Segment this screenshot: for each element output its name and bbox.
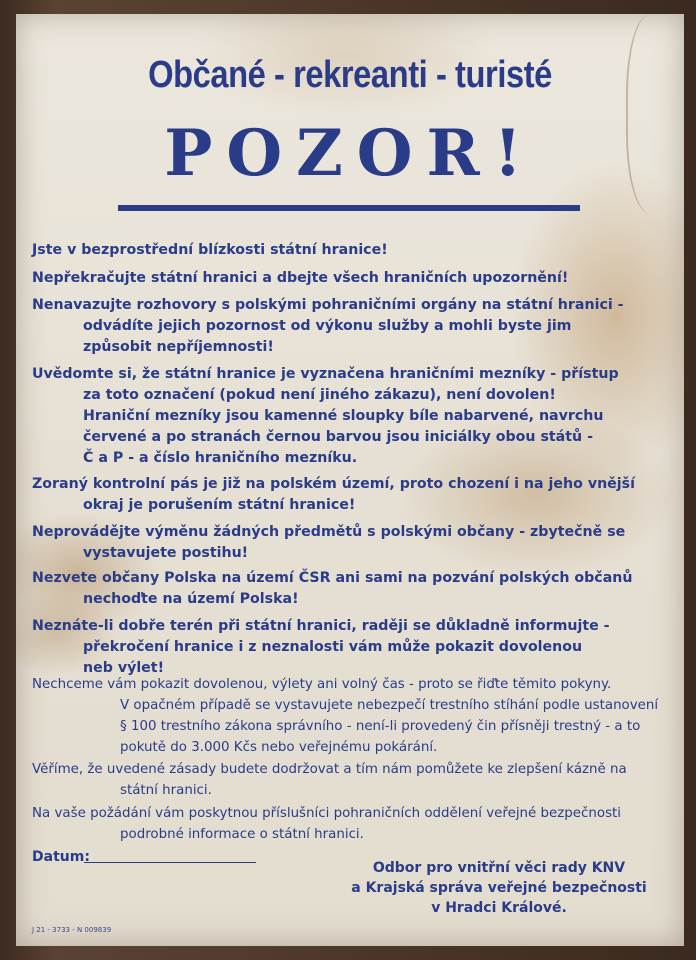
title-pozor: POZOR! xyxy=(164,116,536,191)
signature-line: Odbor pro vnitřní věci rady KNV xyxy=(372,860,626,876)
paragraph-line: Nenavazujte rozhovory s polskými pohraničními orgány na státní hranici - xyxy=(32,297,624,313)
signature-line: a Krajská správa veřejné bezpečnosti xyxy=(351,880,647,896)
paragraph-line: vystavujete postihu! xyxy=(83,545,249,561)
note-line: pokutě do 3.000 Kčs nebo veřejnému pokárání. xyxy=(120,740,438,755)
paragraph-line: Nepřekračujte státní hranici a dbejte všech hraničních upozornění! xyxy=(32,270,569,286)
note-line: Věříme, že uvedené zásady budete dodržovat a tím nám pomůžete ke zlepšení kázně na xyxy=(32,762,627,777)
paragraph-4 xyxy=(32,364,668,469)
poster-sheet xyxy=(16,14,684,946)
paragraph-line: Nezvete občany Polska na území ČSR ani sami na pozvání polských občanů xyxy=(32,570,633,586)
paragraph-line: Č a P - a číslo hraničního mezníku. xyxy=(83,450,358,466)
note-line: § 100 trestního zákona správního - není-li provedený čin přísněji trestný - a to xyxy=(120,719,641,734)
paragraph-line: červené a po stranách černou barvou jsou iniciálky obou států - xyxy=(83,429,593,445)
title-underline xyxy=(118,205,580,211)
paragraph-line: za toto označení (pokud není jiného zákazu), není dovolen! xyxy=(83,387,556,403)
paragraph-line: Neznáte-li dobře terén při státní hranici, raději se důkladně informujte - xyxy=(32,618,610,634)
signature-line: v Hradci Králové. xyxy=(431,900,567,916)
note-line: V opačném případě se vystavujete nebezpečí trestního stíhání podle ustanovení xyxy=(120,698,659,713)
paragraph-7 xyxy=(32,568,668,610)
note-line: Nechceme vám pokazit dovolenou, výlety ani volný čas - proto se řiďte těmito pokyny. xyxy=(32,677,612,692)
paragraph-line: nechoďte na území Polska! xyxy=(83,591,299,607)
datum-label: Datum: xyxy=(32,849,90,865)
paragraph-3 xyxy=(32,295,668,358)
paragraph-line: Jste v bezprostřední blízkosti státní hranice! xyxy=(32,242,388,258)
paragraph-line: způsobit nepříjemnosti! xyxy=(83,339,274,355)
paragraph-2 xyxy=(32,268,668,289)
paragraph-line: neb výlet! xyxy=(83,660,165,676)
paragraph-line: okraj je porušením státní hranice! xyxy=(83,497,356,513)
paragraph-5 xyxy=(32,474,668,516)
paragraph-8 xyxy=(32,616,668,679)
datum-blank-line xyxy=(84,862,256,863)
headline: Občané - rekreanti - turisté xyxy=(148,54,552,96)
paragraph-line: překročení hranice i z neznalosti vám může pokazit dovolenou xyxy=(83,639,583,655)
issuer-signature xyxy=(344,858,654,918)
print-code: J 21 - 3733 - N 009839 xyxy=(32,926,112,934)
note-3 xyxy=(32,803,668,845)
paragraph-line: odvádíte jejich pozornost od výkonu služby a mohli byste jim xyxy=(83,318,572,334)
paragraph-line: Uvědomte si, že státní hranice je vyznačena hraničními mezníky - přístup xyxy=(32,366,619,382)
note-line: Na vaše požádání vám poskytnou příslušníci pohraničních oddělení veřejné bezpečnosti xyxy=(32,806,622,821)
note-1 xyxy=(32,674,668,758)
paragraph-6 xyxy=(32,522,668,564)
note-line: státní hranici. xyxy=(120,783,212,798)
paragraph-line: Zoraný kontrolní pás je již na polském území, proto chození i na jeho vnější xyxy=(32,476,635,492)
paragraph-line: Neprovádějte výměnu žádných předmětů s polskými občany - zbytečně se xyxy=(32,524,626,540)
note-2 xyxy=(32,759,668,801)
paragraph-line: Hraniční mezníky jsou kamenné sloupky bíle nabarvené, navrchu xyxy=(83,408,604,424)
paragraph-1 xyxy=(32,240,668,261)
note-line: podrobné informace o státní hranici. xyxy=(120,827,364,842)
